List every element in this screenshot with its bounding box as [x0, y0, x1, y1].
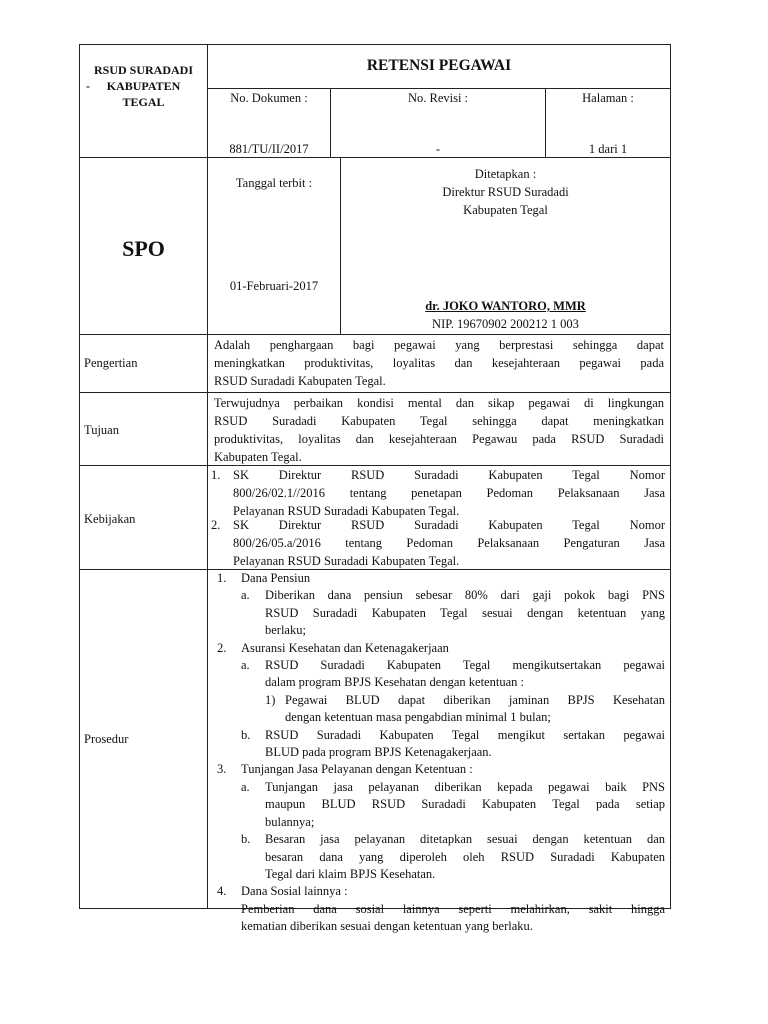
text-line: Terwujudnya perbaikan kondisi mental dan sikap pegawai di lingkungan: [214, 396, 664, 410]
section-title: Dana Pensiun: [241, 571, 311, 585]
text-line: Adalah penghargaan bagi pegawai yang berprestasi sehingga dapat: [214, 338, 664, 352]
org-name: [80, 62, 207, 110]
list-number: 1.: [217, 571, 227, 585]
org-name-bullet: -: [86, 79, 90, 93]
kebijakan-label: Kebijakan: [84, 512, 136, 526]
prosedur-label: Prosedur: [84, 732, 129, 746]
issue-date-label: Tanggal terbit :: [235, 176, 313, 190]
text-line: produktivitas, loyalitas dan kesejahteraan Pegawau pada RSUD Suradadi: [214, 432, 664, 446]
prosedur-section-3: [217, 761, 665, 883]
section-title: Tunjangan Jasa Pelayanan dengan Ketentuan :: [241, 762, 473, 777]
list-marker: b.: [241, 727, 251, 742]
revision-value: -: [435, 142, 441, 156]
table-border-left: [79, 44, 80, 909]
tujuan-label: Tujuan: [84, 423, 119, 437]
text-line: 800/26/05.a/2016 tentang Pedoman Pelaksanaan Pengaturan Jasa: [233, 536, 665, 550]
org-name-line-2: - KABUPATEN: [86, 79, 181, 93]
doc-number-value: 881/TU/II/2017: [229, 142, 309, 156]
text-line: Pemberian dana sosial lainnya seperti melahirkan, sakit hingga: [241, 901, 665, 916]
text-line: SK Direktur RSUD Suradadi Kabupaten Tegal Nomor: [233, 468, 665, 482]
list-item: [241, 727, 665, 762]
prosedur-section-4: [217, 883, 665, 935]
spo-label: SPO: [122, 236, 165, 261]
list-number: 1.: [211, 468, 221, 482]
text-line: RSUD Suradadi Kabupaten Tegal sehingga dapat meningkatkan: [214, 414, 664, 428]
text-line: RSUD Suradadi Kabupaten Tegal.: [214, 374, 386, 388]
list-marker: a.: [241, 658, 250, 673]
list-item: [241, 657, 665, 727]
org-name-line-1: RSUD SURADADI: [93, 63, 193, 77]
pengertian-text: [214, 336, 664, 390]
doc-number-label: No. Dokumen :: [230, 91, 308, 105]
text-line: Pelayanan RSUD Suradadi Kabupaten Tegal.: [233, 504, 460, 518]
table-border-top: [79, 44, 671, 45]
list-item: [241, 587, 665, 639]
prosedur-content: [217, 570, 665, 936]
spo-bottom-divider: [79, 334, 671, 335]
tujuan-text: [214, 394, 664, 466]
list-marker: 1): [265, 692, 276, 707]
approved-label: Ditetapkan :: [474, 167, 537, 181]
text-line: bulannya;: [265, 814, 315, 829]
approver-title-1: Direktur RSUD Suradadi: [442, 185, 569, 199]
signer-name: dr. JOKO WANTORO, MMR: [425, 299, 586, 313]
text-line: 800/26/02.1//2016 tentang penetapan Pedoman Pelaksanaan Jasa: [233, 486, 665, 500]
text-line: maupun BLUD RSUD Suradadi Kabupaten Tegal pada setiap: [265, 797, 665, 812]
issue-date-value: 01-Februari-2017: [229, 279, 319, 293]
list-number: 2.: [217, 640, 227, 655]
kebijakan-item-1: [211, 466, 665, 520]
text-line: Kabupaten Tegal.: [214, 450, 302, 464]
text-line: SK Direktur RSUD Suradadi Kabupaten Tegal Nomor: [233, 518, 665, 532]
text-line: besaran dana yang diperoleh oleh RSUD Suradadi Kabupaten: [265, 849, 665, 864]
sub-list-item: [265, 692, 665, 727]
pengertian-label: Pengertian: [84, 356, 138, 370]
approver-title-2: Kabupaten Tegal: [463, 203, 548, 217]
list-number: 3.: [217, 762, 227, 777]
text-line: Tunjangan jasa pelayanan diberikan kepada pegawai baik PNS: [265, 779, 665, 794]
list-marker: a.: [241, 588, 250, 603]
text-line: meningkatkan produktivitas, loyalitas dan kesejahteraan pegawai pada: [214, 356, 664, 370]
revision-label: No. Revisi :: [407, 91, 469, 105]
text-line: RSUD Suradadi Kabupaten Tegal mengikut sertakan pegawai: [265, 727, 665, 742]
text-line: BLUD pada program BPJS Ketenagakerjaan.: [265, 745, 492, 760]
text-line: Diberikan dana pensiun sebesar 80% dari gaji pokok bagi PNS: [265, 588, 665, 603]
text-line: RSUD Suradadi Kabupaten Tegal sesuai dengan ketentuan yang: [265, 605, 665, 620]
document-title: RETENSI PEGAWAI: [366, 57, 512, 74]
list-marker: b.: [241, 832, 251, 847]
text-line: berlaku;: [265, 623, 306, 638]
text-line: Tegal dari klaim BPJS Kesehatan.: [265, 866, 436, 881]
text-line: dengan ketentuan masa pengabdian minimal 1 bulan;: [285, 710, 551, 725]
prosedur-section-1: [217, 570, 665, 640]
org-name-line-3: TEGAL: [122, 95, 165, 109]
text-line: kematian diberikan sesuai dengan ketentuan yang berlaku.: [241, 919, 533, 934]
prosedur-section-2: [217, 640, 665, 762]
list-marker: a.: [241, 779, 250, 794]
text-line: RSUD Suradadi Kabupaten Tegal mengikutsertakan pegawai: [265, 658, 665, 673]
approval-block: [341, 165, 670, 219]
text-line: Pegawai BLUD dapat diberikan jaminan BPJS Kesehatan: [285, 692, 665, 707]
text-line: Pelayanan RSUD Suradadi Kabupaten Tegal.: [233, 554, 460, 568]
section-title: Asuransi Kesehatan dan Ketenagakerjaan: [241, 640, 449, 655]
signer-nip: NIP. 19670902 200212 1 003: [432, 317, 579, 331]
list-item: [241, 779, 665, 831]
kebijakan-item-2: [211, 516, 665, 570]
pengertian-bottom-divider: [79, 392, 671, 393]
table-border-right: [670, 44, 671, 909]
list-item: [241, 831, 665, 883]
page-value: 1 dari 1: [588, 142, 628, 156]
list-number: 4.: [217, 884, 227, 899]
section-title: Dana Sosial lainnya :: [241, 884, 348, 899]
text-line: dalam program BPJS Kesehatan dengan ketentuan :: [265, 675, 524, 690]
list-number: 2.: [211, 518, 221, 532]
text-line: Besaran jasa pelayanan ditetapkan sesuai dengan ketentuan dan: [265, 832, 665, 847]
page-label: Halaman :: [582, 91, 634, 105]
